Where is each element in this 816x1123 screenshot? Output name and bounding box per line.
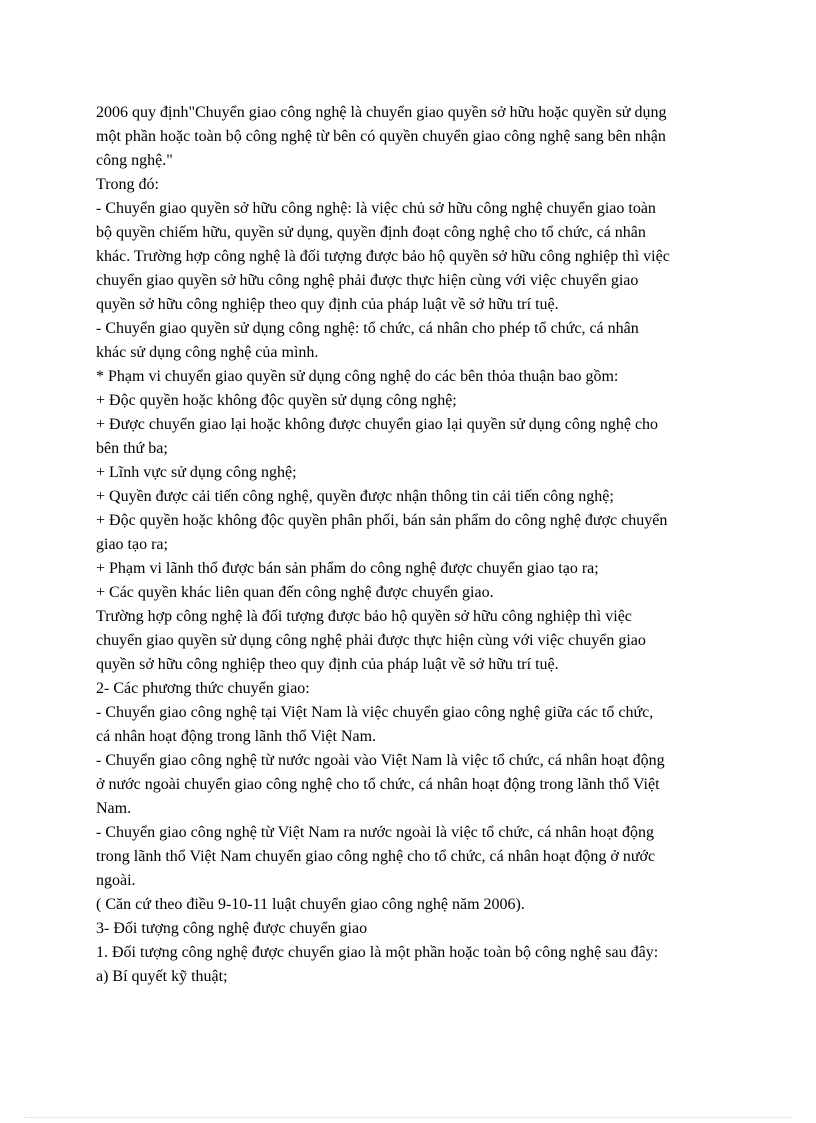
text-line: - Chuyển giao quyền sở hữu công nghệ: là việc chủ sở hữu công nghệ chuyển giao toàn	[96, 200, 656, 217]
text-line: 3- Đối tượng công nghệ được chuyển giao	[96, 920, 368, 937]
text-line: + Lĩnh vực sử dụng công nghệ;	[96, 464, 297, 481]
text-line: chuyển giao quyền sở hữu công nghệ phải được thực hiện cùng với việc chuyển giao	[96, 272, 639, 289]
text-line: 1. Đối tượng công nghệ được chuyển giao là một phần hoặc toàn bộ công nghệ sau đây:	[96, 944, 659, 961]
text-line: + Phạm vi lãnh thổ được bán sản phẩm do công nghệ được chuyển giao tạo ra;	[96, 560, 599, 577]
text-line: trong lãnh thổ Việt Nam chuyển giao công nghệ cho tổ chức, cá nhân hoạt động ở nước	[96, 848, 656, 865]
text-line: - Chuyển giao công nghệ từ Việt Nam ra nước ngoài là việc tổ chức, cá nhân hoạt động	[96, 824, 654, 841]
text-line: - Chuyển giao công nghệ tại Việt Nam là việc chuyển giao công nghệ giữa các tổ chức,	[96, 704, 654, 721]
text-line: khác. Trường hợp công nghệ là đối tượng được bảo hộ quyền sở hữu công nghiệp thì việc	[96, 248, 670, 265]
text-line: - Chuyển giao quyền sử dụng công nghệ: tổ chức, cá nhân cho phép tổ chức, cá nhân	[96, 320, 639, 337]
text-line: ( Căn cứ theo điều 9-10-11 luật chuyển giao công nghệ năm 2006).	[96, 896, 525, 913]
text-line: - Chuyển giao công nghệ từ nước ngoài vào Việt Nam là việc tổ chức, cá nhân hoạt động	[96, 752, 665, 769]
text-line: khác sử dụng công nghệ của mình.	[96, 344, 319, 361]
text-line: + Độc quyền hoặc không độc quyền sử dụng công nghệ;	[96, 392, 457, 409]
text-line: + Độc quyền hoặc không độc quyền phân phối, bán sản phẩm do công nghệ được chuyển	[96, 512, 668, 529]
text-line: giao tạo ra;	[96, 536, 168, 553]
text-line: 2006 quy định"Chuyển giao công nghệ là chuyển giao quyền sở hữu hoặc quyền sử dụng	[96, 104, 667, 121]
text-line: ngoài.	[96, 872, 136, 889]
text-line: 2- Các phương thức chuyển giao:	[96, 680, 310, 697]
text-line: + Quyền được cải tiến công nghệ, quyền được nhận thông tin cải tiến công nghệ;	[96, 488, 614, 505]
text-line: chuyển giao quyền sử dụng công nghệ phải được thực hiện cùng với việc chuyển giao	[96, 632, 646, 649]
text-line: bộ quyền chiếm hữu, quyền sử dụng, quyền định đoạt công nghệ cho tổ chức, cá nhân	[96, 224, 646, 241]
text-line: + Các quyền khác liên quan đến công nghệ được chuyển giao.	[96, 584, 494, 601]
text-line: công nghệ."	[96, 152, 173, 169]
text-line: bên thứ ba;	[96, 440, 168, 457]
text-line: quyền sở hữu công nghiệp theo quy định của pháp luật về sở hữu trí tuệ.	[96, 656, 559, 673]
text-line: + Được chuyển giao lại hoặc không được chuyển giao lại quyền sử dụng công nghệ cho	[96, 416, 659, 433]
text-line: cá nhân hoạt động trong lãnh thổ Việt Nam.	[96, 728, 377, 745]
text-line: * Phạm vi chuyển giao quyền sử dụng công nghệ do các bên thỏa thuận bao gồm:	[96, 368, 619, 385]
page-bottom-divider	[24, 1117, 792, 1118]
text-line: Trong đó:	[96, 176, 159, 193]
text-line: Trường hợp công nghệ là đối tượng được bảo hộ quyền sở hữu công nghiệp thì việc	[96, 608, 632, 625]
text-line: Nam.	[96, 800, 132, 817]
document-body	[96, 101, 726, 989]
text-line: ở nước ngoài chuyển giao công nghệ cho tổ chức, cá nhân hoạt động trong lãnh thổ Việt	[96, 776, 660, 793]
text-line: quyền sở hữu công nghiệp theo quy định của pháp luật về sở hữu trí tuệ.	[96, 296, 559, 313]
text-line: a) Bí quyết kỹ thuật;	[96, 968, 228, 985]
text-line: một phần hoặc toàn bộ công nghệ từ bên có quyền chuyển giao công nghệ sang bên nhận	[96, 128, 666, 145]
